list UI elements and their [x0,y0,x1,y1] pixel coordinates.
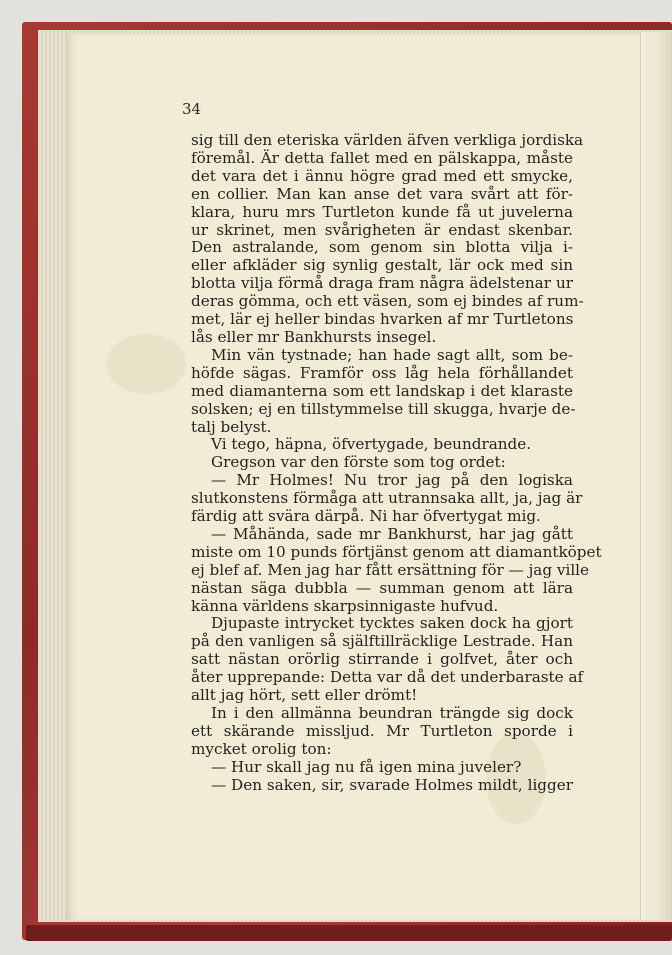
text-line: höfde sägas. Framför oss låg hela förhållandet [191,363,573,382]
text-line: met, lär ej heller bindas hvarken af mr Turtletons [191,310,574,329]
text-line: sig till den eteriska världen äfven verkliga jordiska [191,131,584,149]
text-line: Vi tego, häpna, öfvertygade, beundrande. [211,435,532,454]
page-text [191,131,602,795]
text-line: det vara det i ännu högre grad med ett smycke, [191,166,573,185]
text-line: eller afkläder sig synlig gestalt, lär ock med sin [191,256,573,275]
text-line: deras gömma, och ett väsen, som ej bindes af rum- [191,292,584,311]
cover-bottom-edge [26,925,672,941]
text-line: mycket orolig ton: [191,739,332,758]
text-line: känna världens skarpsinnigaste hufvud. [191,596,499,615]
page-number: 34 [182,100,202,118]
text-line: åter upprepande: Detta var då det underbaraste af [191,668,584,687]
text-line: — Måhända, sade mr Bankhurst, har jag gått [211,524,573,543]
text-line: Den astralande, som genom sin blotta vilja i- [191,238,573,257]
text-line: klara, huru mrs Turtleton kunde få ut juvelerna [191,202,573,221]
text-line: solsken; ej en tillstymmelse till skugga, hvarje de- [191,399,576,418]
text-line: på den vanligen så själftillräcklige Lestrade. Han [191,632,573,651]
text-line: slutkonstens förmåga att utrannsaka allt, ja, jag är [191,489,583,508]
text-line: Min vän tystnade; han hade sagt allt, som be- [211,345,573,364]
text-line: ur skrinet, men svårigheten är endast skenbar. [191,220,573,239]
paper-stain [106,334,186,394]
text-line: Djupaste intrycket tycktes saken dock ha gjort [211,614,573,633]
text-line: en collier. Man kan anse det vara svårt att för- [191,184,573,203]
text-line: allt jag hört, sett eller drömt! [191,686,418,705]
text-line: lås eller mr Bankhursts insegel. [191,327,437,346]
text-line: miste om 10 punds förtjänst genom att diamantköpet [191,542,602,561]
text-line: In i den allmänna beundran trängde sig dock [211,704,573,722]
text-line: — Mr Holmes! Nu tror jag på den logiska [211,471,573,490]
text-line: ej blef af. Men jag har fått ersättning för — jag ville [191,560,590,579]
text-line: med diamanterna som ett landskap i det klaraste [191,381,573,400]
text-line: ett skärande missljud. Mr Turtleton sporde i [191,721,573,740]
text-line: färdig att svära därpå. Ni har öfvertygat mig. [191,507,541,526]
text-line: — Hur skall jag nu få igen mina juveler? [211,757,522,776]
text-line: föremål. Är detta fallet med en pälskappa, måste [191,148,573,167]
text-line: Gregson var den förste som tog ordet: [211,453,506,472]
page-right-edge [640,32,672,920]
text-line: talj belyst. [191,417,272,436]
text-line: satt nästan orörlig stirrande i golfvet, åter och [191,650,573,669]
text-line: — Den saken, sir, svarade Holmes mildt, ligger [211,775,573,794]
text-line: blotta vilja förmå draga fram några ädelstenar ur [191,274,573,293]
text-line: nästan säga dubbla — summan genom att lära [191,578,573,597]
